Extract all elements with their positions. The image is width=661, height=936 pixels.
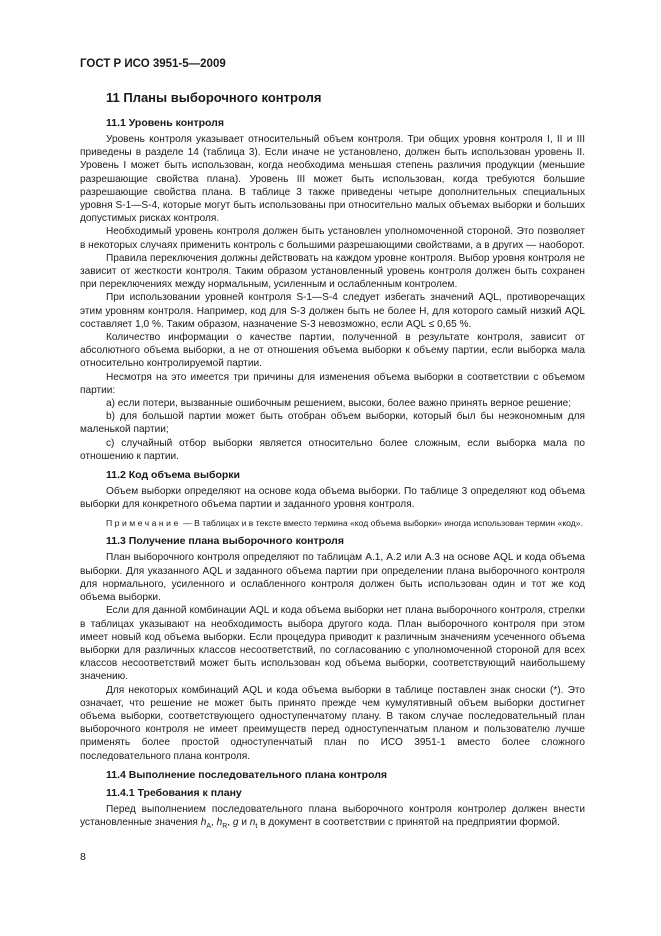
paragraph: Для некоторых комбинаций AQL и кода объема выборки в таблице поставлен знак сноски (*). Это означает, что решение не может быть принято прежде чем кумулятивный объем выборки достигнет объема выборки, соответствующего одноступенчатому плану. В таком случае последовательный план выборочного контроля не имеет преимуществ перед одноступенчатым планом и пользователю лучше применять более простой одноступенчатый план по ИСО 3951-1 вместо более сложного последовательного плана контроля. xyxy=(80,684,585,762)
paragraph: Правила переключения должны действовать на каждом уровне контроля. Выбор уровня контроля не зависит от жесткости контроля. Таким образом установленный уровень контроля должен быть сохранен при переключениях между нормальным, усиленным и ослабленным контролем. xyxy=(80,252,585,291)
paragraph: Несмотря на это имеется три причины для изменения объема выборки в соответствии с объемом партии: xyxy=(80,371,585,396)
subsection-title: 11.4 Выполнение последовательного плана контроля xyxy=(106,768,388,781)
paragraph: Необходимый уровень контроля должен быть установлен уполномоченной стороной. Это позволяет в некоторых случаях применить контроль с большими разрешающими свойствами, а в других — наоборот. xyxy=(80,226,585,251)
subsection-title: 11.2 Код объема выборки xyxy=(106,469,240,482)
list-item: b) для большой партии может быть отобран объем выборки, который был бы неэкономным для маленькой партии; xyxy=(80,411,585,436)
subsection-title: 11.3 Получение плана выборочного контроля xyxy=(106,535,344,548)
list-item: а) если потери, вызванные ошибочным решением, высоки, более важно принять верное решение; xyxy=(106,398,572,410)
subsection-title: 11.1 Уровень контроля xyxy=(106,117,224,129)
note xyxy=(80,517,585,529)
paragraph: Перед выполнением последовательного плана выборочного контроля контролер должен внести установленные значения $h_A$, $h_R$, g и $n_t$ в документ в соответствии с принятой на предприятии формой. xyxy=(80,803,585,830)
list-item: с) случайный отбор выборки является относительно более сложным, если выборка мала по отношению к партии. xyxy=(80,437,585,462)
note-text: — В таблицах и в тексте вместо термина «код объема выборки» иногда использован термин «код». xyxy=(180,518,583,529)
page-number: 8 xyxy=(80,851,86,863)
paragraph: Количество информации о качестве партии, полученной в результате контроля, зависит от абсолютного объема выборки, а не от отношения объема выборки к объему партии, если выборка мала относительно контролируемой партии. xyxy=(80,332,585,370)
section-title: 11 Планы выборочного контроля xyxy=(106,90,322,105)
paragraph: При использовании уровней контроля S-1—S-4 следует избегать значений AQL, противоречащих этим уровням контроля. Например, код для S-3 должен быть не более Н, для которого самый низкий AQL составляет 1,0 %. Таким образом, назначение S-3 невозможно, если AQL ≤ 0,65 %. xyxy=(80,292,585,330)
document-page xyxy=(80,58,585,833)
paragraph: Уровень контроля указывает относительный объем контроля. Три общих уровня контроля I, II и III приведены в разделе 14 (таблица 3). Если иначе не установлено, должен быть использован уровень II. Уровень I может быть использован, когда необходима меньшая степень различия продукции (меньшие разрешающие свойства плана). Уровень III может быть использован, когда требуются большие разрешающие свойства плана. В таблице 3 также приведены четыре дополнительных специальных уровня S-1—S-4, которые могут быть использованы при относительно малых объемах выборки и больших допустимых рисках контроля. xyxy=(80,134,585,225)
subsection-title: 11.4.1 Требования к плану xyxy=(106,786,242,799)
note-label: Примечание xyxy=(106,518,181,529)
document-header: ГОСТ Р ИСО 3951-5—2009 xyxy=(80,58,226,70)
paragraph: Если для данной комбинации AQL и кода объема выборки нет плана выборочного контроля, стрелки в таблицах указывают на необходимость выбора другого кода. План выборочного контроля при этом имеет новый код объема выборки. Если процедура приводит к различным значениям усеченного объема выборки для различных классов несоответствий, по согласованию с уполномоченной стороной для всех классов несоответствий может быть использован код объема выборки, соответствующий наибольшему значению. xyxy=(80,605,585,683)
paragraph: План выборочного контроля определяют по таблицам А.1, А.2 или А.3 на основе AQL и кода объема выборки. Для указанного AQL и заданного объема партии при определении плана выборочного контроля для нормального, усиленного и ослабленного контроля должен быть использован один и тот же код объема выборки. xyxy=(80,552,585,604)
paragraph: Объем выборки определяют на основе кода объема выборки. По таблице 3 определяют код объема выборки для конкретного объема партии и заданного уровня контроля. xyxy=(80,486,585,511)
